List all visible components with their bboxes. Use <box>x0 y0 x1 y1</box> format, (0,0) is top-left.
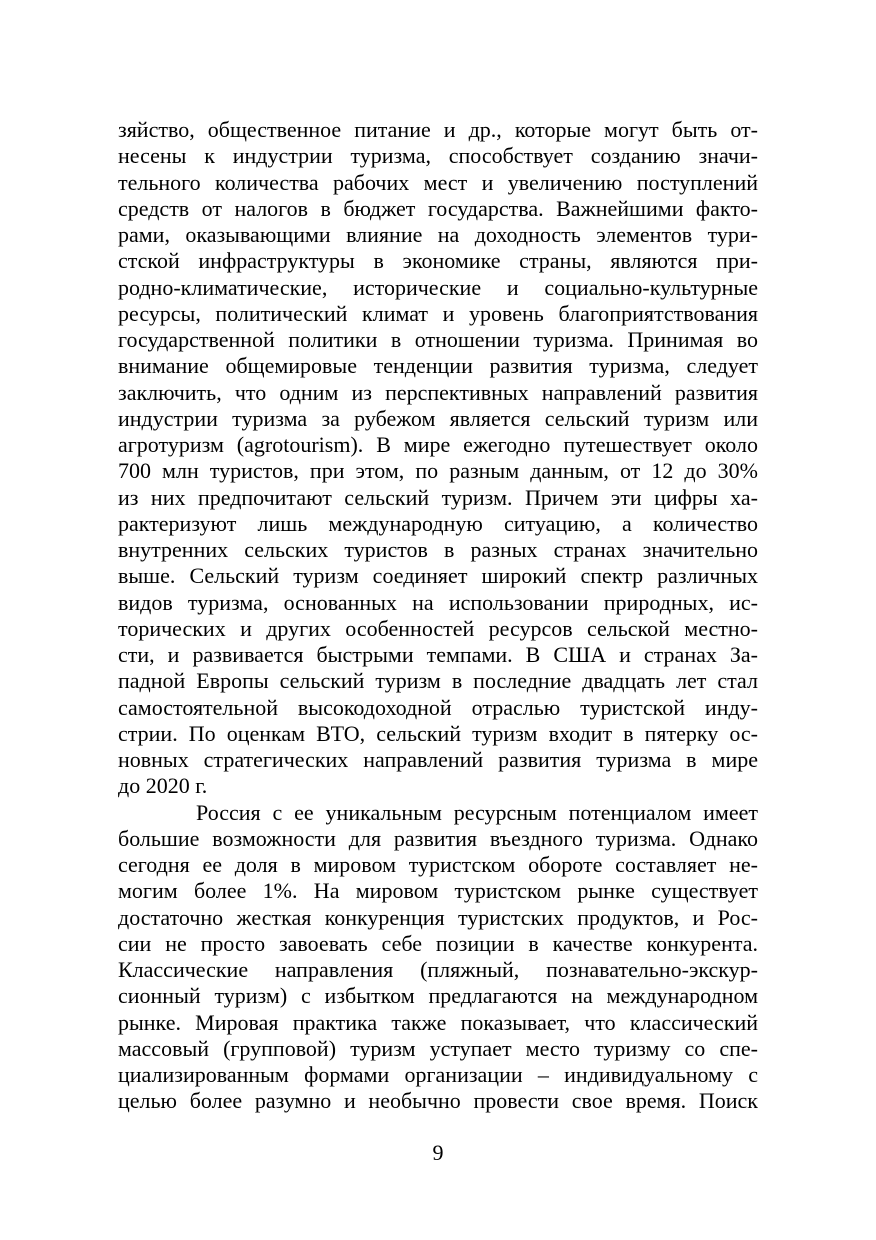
text-line: из них предпочитают сельский туризм. Причем эти цифры ха- <box>118 484 758 510</box>
text-line: внутренних сельских туристов в разных странах значительно <box>118 537 758 562</box>
text-line: сионный туризм) с избытком предлагаются на международном <box>118 983 758 1009</box>
text-line: стской инфраструктуры в экономике страны, являются при- <box>118 248 758 274</box>
text-line: массовый (групповой) туризм уступает место туризму со спе- <box>118 1035 758 1061</box>
text-line: родно-климатические, исторические и социально-культурные <box>118 274 758 300</box>
text-line: рынке. Мировая практика также показывает, что классический <box>118 1009 758 1035</box>
text-line: агротуризм (agrotourism). В мире ежегодно путешествует около <box>118 432 758 457</box>
text-line: индустрии туризма за рубежом является сельский туризм или <box>118 405 758 431</box>
text-line: внимание общемировые тенденции развития туризма, следует <box>118 353 758 379</box>
text-line: несены к индустрии туризма, способствует созданию значи- <box>118 143 758 169</box>
paragraph-1 <box>118 117 758 800</box>
text-line: падной Европы сельский туризм в последние двадцать лет стал <box>118 668 758 694</box>
text-line: сегодня ее доля в мировом туристском обороте составляет не- <box>118 852 758 877</box>
page-number: 9 <box>432 1140 444 1165</box>
text-line: достаточно жесткая конкуренция туристских продуктов, и Рос- <box>118 904 758 930</box>
paragraph-2 <box>118 800 758 1115</box>
text-line: торических и других особенностей ресурсов сельской местно- <box>118 615 758 641</box>
text-line: самостоятельной высокодоходной отраслью туристской инду- <box>118 694 758 720</box>
text-line: 700 млн туристов, при этом, по разным данным, от 12 до 30% <box>118 458 758 484</box>
text-line: выше. Сельский туризм соединяет широкий спектр различных <box>118 563 758 589</box>
text-line: государственной политики в отношении туризма. Принимая во <box>118 327 758 352</box>
text-line: рактеризуют лишь международную ситуацию, а количество <box>118 510 758 536</box>
text-line: зяйство, общественное питание и др., которые могут быть от- <box>118 117 758 142</box>
text-line: сии не просто завоевать себе позиции в качестве конкурента. <box>118 930 758 956</box>
text-line: Россия с ее уникальным ресурсным потенциалом имеет <box>196 799 758 825</box>
page-body <box>118 117 758 1115</box>
text-line: циализированным формами организации – индивидуальному с <box>118 1062 758 1087</box>
text-line: видов туризма, основанных на использовании природных, ис- <box>118 589 758 615</box>
text-line: тельного количества рабочих мест и увеличению поступлений <box>118 169 758 195</box>
text-line: средств от налогов в бюджет государства. Важнейшими факто- <box>118 195 758 221</box>
text-line: целью более разумно и необычно провести свое время. Поиск <box>118 1088 758 1114</box>
text-line: до 2020 г. <box>118 773 208 799</box>
text-line: ресурсы, политический климат и уровень благоприятствования <box>118 300 758 326</box>
text-line: Классические направления (пляжный, познавательно-экскур- <box>118 957 758 982</box>
text-line: заключить, что одним из перспективных направлений развития <box>118 379 758 405</box>
text-line: новных стратегических направлений развития туризма в мире <box>118 747 758 772</box>
text-line: сти, и развивается быстрыми темпами. В США и странах За- <box>118 642 758 667</box>
text-line: стрии. По оценкам ВТО, сельский туризм входит в пятерку ос- <box>118 720 758 746</box>
text-line: рами, оказывающими влияние на доходность элементов тури- <box>118 222 758 247</box>
text-line: большие возможности для развития въездного туризма. Однако <box>118 825 758 851</box>
text-line: могим более 1%. На мировом туристском рынке существует <box>118 878 758 904</box>
